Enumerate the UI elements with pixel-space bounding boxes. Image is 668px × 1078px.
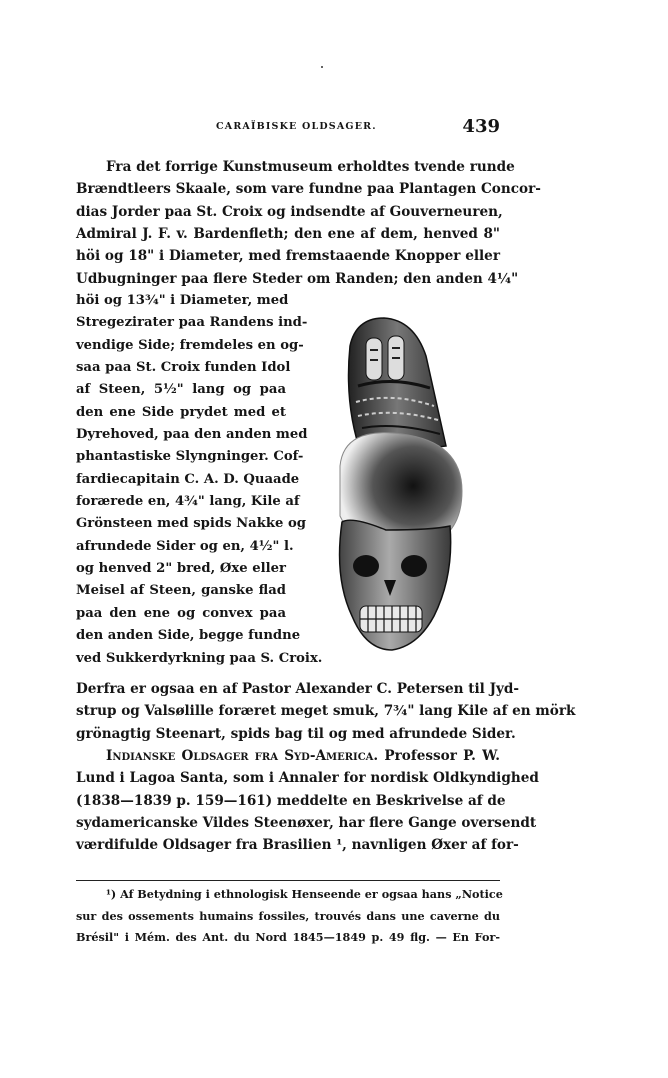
- paragraph-body: [76, 678, 576, 857]
- text-line: af Steen, 5½" lang og paa: [76, 382, 286, 398]
- text-line: forærede en, 4¾" lang, Kile af: [76, 494, 300, 510]
- text-line: Grönsteen med spids Nakke og: [76, 516, 306, 532]
- stone-idol-illustration: [322, 316, 464, 656]
- text-line: Dyrehoved, paa den anden med: [76, 427, 308, 443]
- text-line: Udbugninger paa flere Steder om Randen; den anden 4¼": [76, 270, 519, 287]
- text-line: strup og Valsølille foræret meget smuk, 7¾" lang Kile af en mörk: [76, 703, 576, 720]
- text-line: höi og 13¾" i Diameter, med: [76, 293, 289, 308]
- footnote-line: sur des ossements humains fossiles, trouvés dans une caverne du: [76, 908, 500, 923]
- text-line: og henved 2" bred, Øxe eller: [76, 561, 286, 577]
- text-line: höi og 18" i Diameter, med fremstaaende Knopper eller: [76, 248, 500, 265]
- text-line: Brændtleers Skaale, som vare fundne paa Plantagen Concor-: [76, 181, 541, 198]
- text-line: Derfra er ogsaa en af Pastor Alexander C. Petersen til Jyd-: [76, 681, 520, 697]
- text-line: fardiecapitain C. A. D. Quaade: [76, 471, 300, 487]
- footnote: [76, 884, 503, 949]
- section-heading: Indianske Oldsager fra Syd-America.: [106, 748, 379, 765]
- print-speck: [321, 66, 323, 68]
- text-line: paa den ene og convex paa: [76, 605, 286, 621]
- text-line: den anden Side, begge fundne: [76, 628, 301, 644]
- text-line: Lund i Lagoa Santa, som i Annaler for nordisk Oldkyndighed: [76, 770, 539, 787]
- text-line: grönagtig Steenart, spids bag til og med afrundede Sider.: [76, 725, 516, 742]
- text-line: phantastiske Slyngninger. Cof-: [76, 449, 304, 465]
- footnote-line: ¹) Af Betydning i ethnologisk Henseende er ogsaa hans „Notice: [106, 887, 503, 901]
- paragraph-bowls: [76, 156, 541, 290]
- text-line: dias Jorder paa St. Croix og indsendte af Gouverneuren,: [76, 203, 503, 220]
- text-line: Admiral J. F. v. Bardenfleth; den ene af dem, henved 8": [76, 226, 500, 243]
- text-line: sydamericanske Vildes Steenøxer, har flere Gange oversendt: [76, 815, 537, 832]
- text-fragment: Professor P. W.: [384, 748, 500, 765]
- footnote-divider: [76, 880, 500, 881]
- text-line: Stregezirater paa Randens ind-: [76, 315, 308, 331]
- text-line: saa paa St. Croix funden Idol: [76, 360, 291, 376]
- footnote-line: Brésil" i Mém. des Ant. du Nord 1845—1849 p. 49 flg. — En For-: [76, 930, 500, 944]
- running-title: CARAÏBISKE OLDSAGER.: [216, 121, 377, 132]
- text-line: Fra det forrige Kunstmuseum erholdtes tvende runde: [106, 159, 515, 175]
- page-header: [76, 118, 500, 138]
- text-line: afrundede Sider og en, 4½" l.: [76, 538, 294, 554]
- paragraph-idol-narrow: [76, 290, 323, 670]
- text-line: ved Sukkerdyrkning paa S. Croix.: [76, 650, 323, 666]
- text-line: (1838—1839 p. 159—161) meddelte en Beskrivelse af de: [76, 792, 506, 809]
- page-number: 439: [462, 116, 500, 137]
- text-line: værdifulde Oldsager fra Brasilien ¹, navnligen Øxer af for-: [76, 837, 519, 854]
- text-line: Meisel af Steen, ganske flad: [76, 583, 286, 599]
- text-line: vendige Side; fremdeles en og-: [76, 337, 304, 353]
- section-heading-line: [76, 745, 500, 767]
- text-line: den ene Side prydet med et: [76, 404, 286, 420]
